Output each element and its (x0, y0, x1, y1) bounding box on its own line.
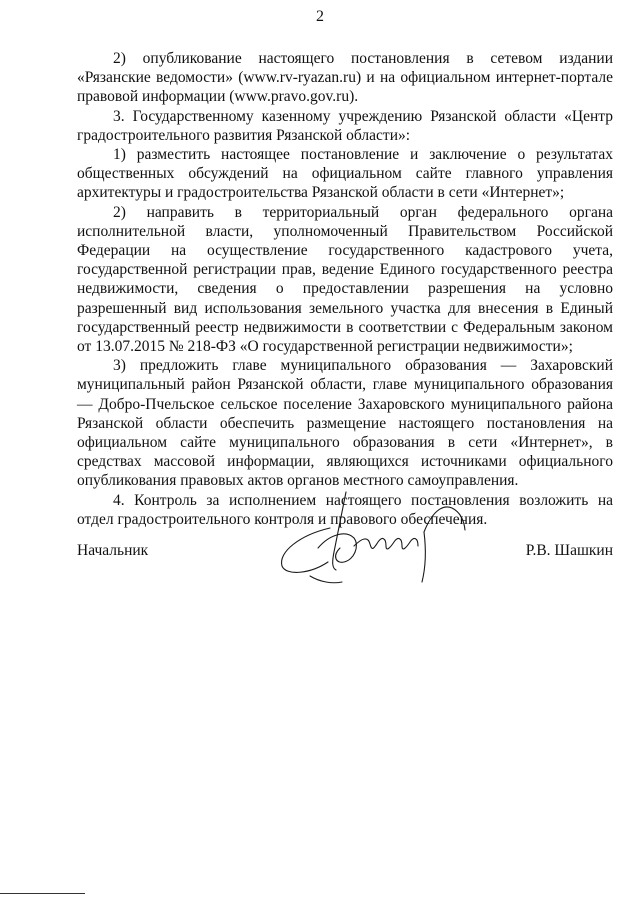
document-body (77, 49, 613, 529)
bottom-divider (0, 893, 85, 894)
paragraph-item-3-3: 3) предложить главе муниципального образования — Захаровский муниципальный район Рязанской области, главе муниципального образования — Добро-Пчельское сельское поселение Захаровского муниципального района Рязанской области обеспечить размещение настоящего постановления на официальном сайте муниципального образования в сети «Интернет», в средствах массовой информации, являющихся источниками официального опубликования правовых актов органов местного самоуправления. (77, 357, 613, 490)
paragraph-item-3-1: 1) разместить настоящее постановление и заключение о результатах общественных обсуждений на официальном сайте главного управления архитектуры и градостроительства Рязанской области в сети «Интернет»; (77, 146, 613, 202)
paragraph-item-3-2: 2) направить в территориальный орган федерального органа исполнительной власти, уполномоченный Правительством Российской Федерации на осуществление государственного кадастрового учета, государственной регистрации прав, ведение Единого государственного реестра недвижимости, сведения о предоставлении разрешения на условно разрешенный вид использования земельного участка для внесения в Единый государственный реестр недвижимости в соответствии с Федеральным законом от 13.07.2015 № 218-ФЗ «О государственной регистрации недвижимости»; (77, 203, 613, 356)
signatory-position: Начальник (77, 542, 149, 559)
signatory-name: Р.В. Шашкин (525, 542, 613, 559)
paragraph-item-4: 4. Контроль за исполнением настоящего постановления возложить на отдел градостроительного контроля и правового обеспечения. (77, 491, 613, 528)
paragraph-publication: 2) опубликование настоящего постановления в сетевом издании «Рязанские ведомости» (www.rv-ryazan.ru) и на официальном интернет-портале правовой информации (www.pravo.gov.ru). (77, 50, 613, 106)
paragraph-item-3: 3. Государственному казенному учреждению Рязанской области «Центр градостроительного развития Рязанской области»: (77, 107, 613, 144)
page-number: 2 (316, 8, 324, 25)
handwritten-signature (270, 490, 470, 595)
